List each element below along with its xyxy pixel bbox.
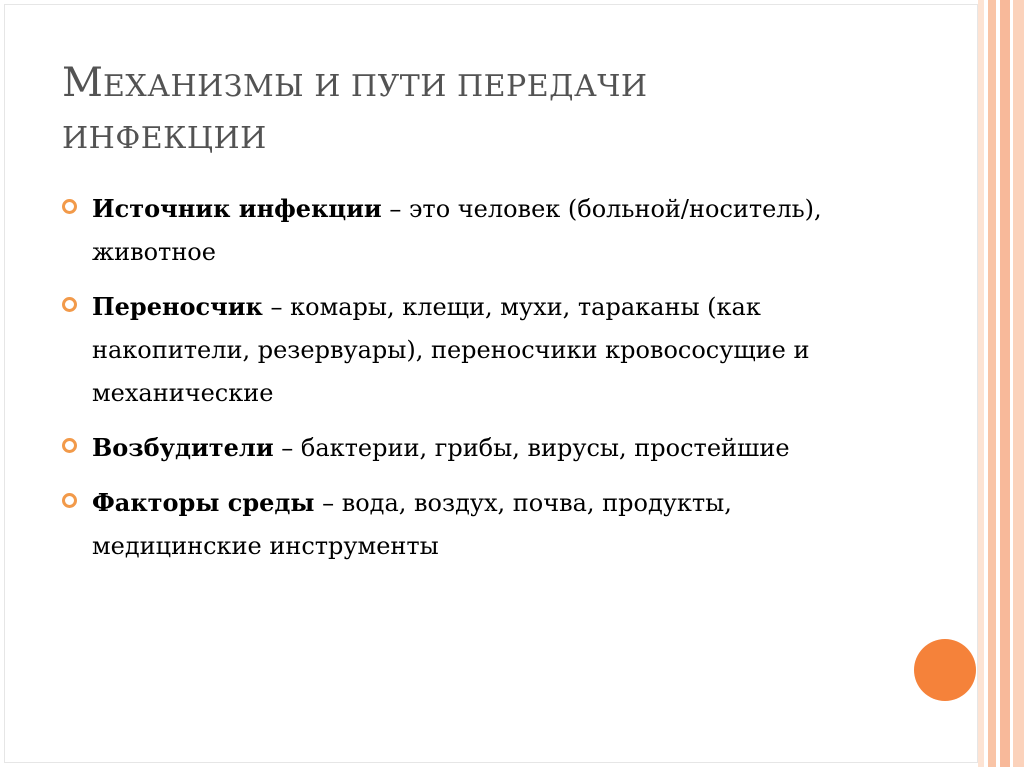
title-line2: ИНФЕКЦИИ (62, 121, 267, 156)
bullet-item-source (62, 187, 902, 274)
bullet-list (62, 187, 902, 579)
circle-bullet-icon (62, 199, 77, 214)
title-initial: М (62, 60, 103, 106)
bullet-text: – это человек (больной/носитель), животное (92, 195, 822, 266)
right-stripes (978, 0, 1024, 767)
bullet-item-environment (62, 481, 902, 568)
stripe-4 (1013, 0, 1024, 767)
title-line1: ЕХАНИЗМЫ И ПУТИ ПЕРЕДАЧИ (102, 69, 648, 104)
orange-circle-icon (914, 639, 976, 701)
circle-bullet-icon (62, 493, 77, 508)
bullet-text: – вода, воздух, почва, продукты, медицинские инструменты (92, 489, 732, 560)
circle-bullet-icon (62, 438, 77, 453)
stripe-3 (1000, 0, 1010, 767)
bullet-text: – комары, клещи, мухи, тараканы (как накопители, резервуары), переносчики кровососущие и механические (92, 293, 810, 407)
bullet-item-vector (62, 285, 902, 415)
bullet-text: – бактерии, грибы, вирусы, простейшие (273, 434, 790, 462)
bullet-term: Возбудители (92, 433, 274, 462)
slide-title (62, 58, 922, 164)
stripe-2 (988, 0, 996, 767)
bullet-term: Переносчик (92, 292, 263, 321)
circle-bullet-icon (62, 297, 77, 312)
bullet-item-pathogens (62, 426, 902, 470)
bullet-term: Источник инфекции (92, 194, 382, 223)
bullet-term: Факторы среды (92, 488, 315, 517)
